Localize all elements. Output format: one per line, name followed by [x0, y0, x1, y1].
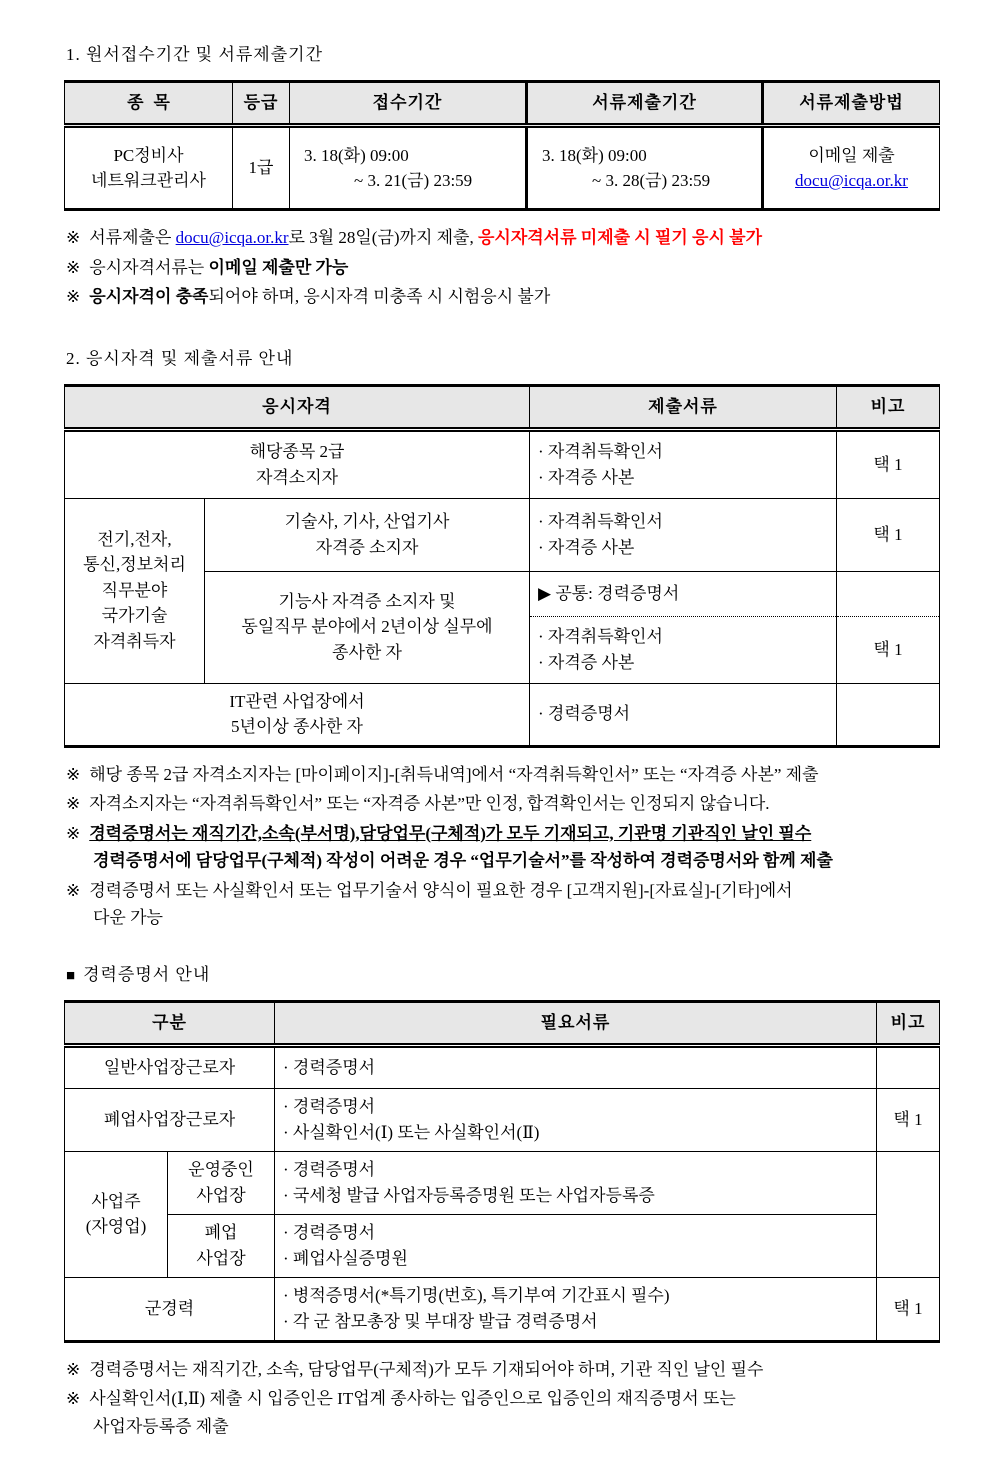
t3-header-row	[65, 1001, 940, 1045]
subcat-line: 운영중인	[188, 1160, 254, 1180]
period-line: ~ 3. 28(금) 23:59	[592, 171, 711, 190]
note-marker: ※	[66, 1389, 81, 1409]
t2-header-eligibility: 응시자격	[65, 385, 530, 429]
note-text: 경력증명서 또는 사실확인서 또는 업무기술서 양식이 필요한 경우 [고객지원]-[자료실]-[기타]에서	[89, 880, 793, 900]
career-certificate-table	[64, 1000, 940, 1343]
t1-header-subject-text: 종목	[127, 93, 180, 113]
t3-cell-general-note	[877, 1045, 940, 1088]
note-eligibility-required	[66, 283, 939, 311]
note-marker: ※	[66, 880, 81, 900]
elig-line: 자격소지자	[255, 467, 339, 487]
t2-cell-craftsman-eligibility	[205, 571, 530, 683]
section2-notes	[66, 761, 939, 932]
note-marker: ※	[66, 823, 81, 843]
group-line: 통신,정보처리	[83, 555, 186, 575]
t2-cell-grade2-eligibility	[65, 429, 530, 498]
group-line: 직무분야	[101, 580, 168, 600]
note-bold-text: 응시자격이 충족	[89, 287, 209, 307]
t1-data-row	[65, 126, 940, 210]
note-certificate-only	[66, 790, 939, 818]
note-email-only	[66, 254, 939, 282]
note-marker: ※	[66, 228, 81, 247]
t2-cell-field-group	[65, 498, 205, 683]
note-mypage-download	[66, 761, 939, 789]
period-line: 3. 18(화) 09:00	[304, 145, 409, 165]
warning-text: 응시자격서류 미제출 시 필기 응시 불가	[477, 228, 762, 247]
doc-line: · 경력증명서	[283, 1223, 376, 1243]
t2-header-documents: 제출서류	[530, 385, 837, 429]
t3-cell-operating-documents	[275, 1151, 877, 1214]
group-line: 자격취득자	[93, 631, 176, 651]
doc-line: · 사실확인서(Ⅰ) 또는 사실확인서(Ⅱ)	[283, 1122, 540, 1142]
t1-header-doc-method: 서류제출방법	[763, 82, 940, 126]
submit-email-link[interactable]: docu@icqa.or.kr	[795, 171, 908, 190]
note-submission-deadline	[66, 224, 939, 252]
subcat-line: 사업장	[196, 1248, 246, 1268]
elig-line: IT관련 사업장에서	[229, 691, 365, 711]
elig-line: 기술사, 기사, 산업기사	[284, 512, 450, 532]
elig-line: 종사한 자	[332, 642, 402, 662]
group-line: 전기,전자,	[97, 529, 172, 549]
doc-line: · 각 군 참모총장 및 부대장 발급 경력증명서	[283, 1311, 598, 1331]
t1-cell-subject	[65, 126, 233, 210]
t2-cell-engineer-eligibility	[205, 498, 530, 571]
doc-line: · 경력증명서	[283, 1058, 376, 1078]
note-marker: ※	[66, 287, 81, 307]
period-line: ~ 3. 21(금) 23:59	[354, 171, 473, 190]
group-line: 국가기술	[101, 606, 168, 626]
t2-header-note: 비고	[837, 385, 940, 429]
t3-cell-operating-subcategory	[168, 1151, 275, 1214]
t3-cell-closed-note: 택 1	[877, 1088, 940, 1151]
t1-cell-apply-period	[290, 126, 527, 210]
t2-cell-craftsman-note: 택 1	[837, 616, 940, 683]
doc-line: · 경력증명서	[283, 1160, 376, 1180]
t3-row-military	[65, 1277, 940, 1341]
elig-line: 기능사 자격증 소지자 및	[278, 591, 456, 611]
t1-header-doc-period: 서류제출기간	[527, 82, 763, 126]
t3-row-owner-closed	[65, 1214, 940, 1277]
note-marker: ※	[66, 764, 81, 784]
t3-cell-military-category: 군경력	[65, 1277, 275, 1341]
note-text: 로 3월 28일(금)까지 제출,	[288, 228, 478, 247]
section2-title	[66, 344, 939, 369]
note-text: 사실확인서(Ⅰ,Ⅱ) 제출 시 입증인은 IT업계 종사하는 입증인으로 입증인의 재직증명서 또는	[89, 1389, 736, 1409]
doc-line: · 자격증 사본	[538, 467, 635, 487]
t2-row-engineer	[65, 498, 940, 571]
t2-cell-common-note	[837, 571, 940, 616]
t2-cell-engineer-documents	[530, 498, 837, 571]
note-text: 경력증명서는 재직기간, 소속, 담당업무(구체적)가 모두 기재되어야 하며, 기관 직인 날인 필수	[89, 1359, 764, 1379]
doc-line: · 자격취득확인서	[538, 627, 663, 647]
section1-title	[66, 40, 939, 65]
doc-line: · 자격증 사본	[538, 537, 635, 557]
t2-cell-grade2-note: 택 1	[837, 429, 940, 498]
note-career-cert-final	[66, 1356, 939, 1384]
t3-row-closed-business-worker	[65, 1088, 940, 1151]
note-text: 해당 종목 2급 자격소지자는 [마이페이지]-[취득내역]에서 “자격취득확인서” 또는 “자격증 사본” 제출	[89, 764, 819, 784]
section3-title	[66, 960, 939, 985]
subcat-line: 폐업	[204, 1223, 238, 1243]
note-email-link[interactable]: docu@icqa.or.kr	[175, 228, 289, 247]
section1-title-text: 1. 원서접수기간 및 서류제출기간	[66, 45, 323, 64]
group-line: (자영업)	[85, 1217, 147, 1237]
note-text: 되어야 하며, 응시자격 미충족 시 시험응시 불가	[208, 287, 551, 307]
doc-line: · 경력증명서	[538, 704, 631, 724]
doc-line: · 자격취득확인서	[538, 442, 663, 462]
t3-cell-military-documents	[275, 1277, 877, 1341]
t3-row-owner-operating	[65, 1151, 940, 1214]
note-text: 서류제출은	[89, 228, 176, 247]
t3-cell-closed-documents	[275, 1088, 877, 1151]
t2-cell-grade2-documents	[530, 429, 837, 498]
t3-row-general-worker	[65, 1045, 940, 1088]
elig-line: 동일직무 분야에서 2년이상 실무에	[241, 617, 493, 637]
note-marker: ※	[66, 794, 81, 814]
section3-title-text: 경력증명서 안내	[83, 964, 211, 984]
square-bullet-icon: ■	[66, 967, 77, 984]
doc-line: · 병적증명서(*특기명(번호), 특기부여 기간표시 필수)	[283, 1286, 670, 1306]
subcat-line: 사업장	[196, 1185, 246, 1205]
t1-cell-doc-method	[763, 126, 940, 210]
note-marker: ※	[66, 1359, 81, 1379]
elig-line: 자격증 소지자	[315, 537, 419, 557]
t3-header-note: 비고	[877, 1001, 940, 1045]
t3-cell-owner-note	[877, 1151, 940, 1277]
subject-line: PC정비사	[113, 145, 184, 165]
note-text: 응시자격서류는	[89, 257, 209, 277]
t3-cell-owner-closed-documents	[275, 1214, 877, 1277]
t2-cell-common-document: ▶ 공통: 경력증명서	[530, 571, 837, 616]
t1-header-subject	[65, 82, 233, 126]
elig-line: 5년이상 종사한 자	[231, 717, 363, 737]
note-continuation: 다운 가능	[93, 908, 163, 928]
t3-cell-closed-subcategory	[168, 1214, 275, 1277]
note-bold-underline-text: 경력증명서는 재직기간,소속(부서명),담당업무(구체적)가 모두 기재되고, 기관명 기관직인 날인 필수	[89, 823, 812, 843]
t1-header-row	[65, 82, 940, 126]
note-form-download	[66, 877, 939, 932]
subject-line: 네트워크관리사	[91, 171, 206, 190]
note-fact-confirmation	[66, 1385, 939, 1440]
t2-cell-it-note	[837, 683, 940, 746]
t3-cell-closed-category: 폐업사업장근로자	[65, 1088, 275, 1151]
note-continuation: 사업자등록증 제출	[93, 1416, 229, 1436]
doc-line: · 경력증명서	[283, 1097, 376, 1117]
period-line: 3. 18(화) 09:00	[542, 145, 647, 165]
note-bold-text: 이메일 제출만 가능	[208, 257, 349, 277]
t3-cell-general-documents	[275, 1045, 877, 1088]
t2-row-it-worker	[65, 683, 940, 746]
doc-line: · 자격증 사본	[538, 652, 635, 672]
t2-header-row	[65, 385, 940, 429]
section1-notes	[66, 224, 939, 311]
t2-cell-craftsman-documents	[530, 616, 837, 683]
section2-title-text: 2. 응시자격 및 제출서류 안내	[66, 348, 294, 368]
application-period-table	[64, 80, 940, 211]
doc-line: · 국세청 발급 사업자등록증명원 또는 사업자등록증	[283, 1185, 655, 1205]
t1-cell-grade: 1급	[233, 126, 290, 210]
note-continuation: 경력증명서에 담당업무(구체적) 작성이 어려운 경우 “업무기술서”를 작성하여 경력증명서와 함께 제출	[93, 851, 833, 871]
doc-line: · 자격취득확인서	[538, 512, 663, 532]
t3-header-category: 구분	[65, 1001, 275, 1045]
note-marker: ※	[66, 257, 81, 277]
t3-cell-general-category: 일반사업장근로자	[65, 1045, 275, 1088]
t3-cell-owner-group	[65, 1151, 168, 1277]
group-line: 사업주	[91, 1191, 141, 1211]
section3-notes	[66, 1356, 939, 1441]
eligibility-table	[64, 384, 940, 748]
method-line: 이메일 제출	[808, 145, 895, 165]
doc-line: · 폐업사실증명원	[283, 1248, 408, 1268]
t3-header-documents: 필요서류	[275, 1001, 877, 1045]
t1-header-grade: 등급	[233, 82, 290, 126]
t3-cell-military-note: 택 1	[877, 1277, 940, 1341]
note-career-cert-requirements	[66, 820, 939, 875]
t2-cell-engineer-note: 택 1	[837, 498, 940, 571]
note-text: 자격소지자는 “자격취득확인서” 또는 “자격증 사본”만 인정, 합격확인서는 인정되지 않습니다.	[89, 794, 770, 814]
t2-cell-it-eligibility	[65, 683, 530, 746]
elig-line: 해당종목 2급	[249, 442, 345, 462]
t2-row-grade2-holder	[65, 429, 940, 498]
t1-header-apply-period: 접수기간	[290, 82, 527, 126]
t1-cell-doc-period	[527, 126, 763, 210]
t2-cell-it-documents	[530, 683, 837, 746]
